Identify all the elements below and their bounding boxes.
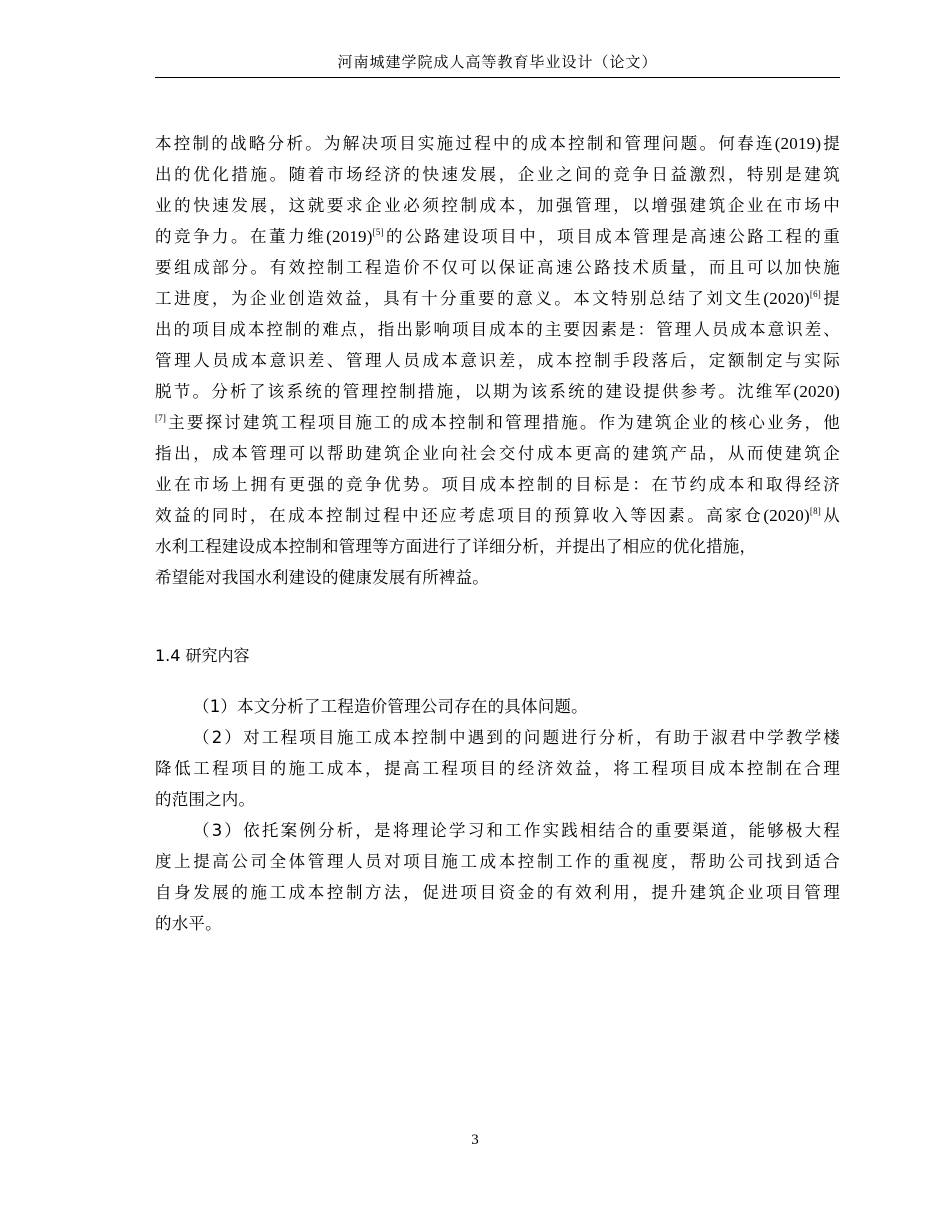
text-line: 本控制的战略分析。为解决项目实施过程中的成本控制和管理问题。何春连(2019)提 — [155, 134, 840, 153]
page-number: 3 — [471, 1132, 479, 1148]
citation-ref: [7] — [155, 413, 167, 423]
section-heading: 1.4 研究内容 — [155, 646, 250, 665]
text-line: 度上提高公司全体管理人员对项目施工成本控制工作的重视度，帮助公司找到适合 — [155, 852, 840, 871]
text-line: [7]主要探讨建筑工程项目施工的成本控制和管理措施。作为建筑企业的核心业务，他 — [155, 413, 840, 432]
text-line: 效益的同时，在成本控制过程中还应考虑项目的预算收入等因素。高家仓(2020)[8]从 — [155, 506, 840, 525]
page-header — [155, 50, 840, 78]
research-content-list — [155, 691, 840, 939]
body-paragraph — [155, 128, 840, 593]
text-line: 业的快速发展，这就要求企业必须控制成本，加强管理，以增强建筑企业在市场中 — [155, 196, 840, 215]
text-line: 的范围之内。 — [155, 790, 256, 809]
text-line: 的竞争力。在董力维(2019)[5]的公路建设项目中，项目成本管理是高速公路工程的重 — [155, 227, 840, 246]
header-title: 河南城建学院成人高等教育毕业设计（论文） — [337, 53, 658, 71]
text-line: 出的优化措施。随着市场经济的快速发展，企业之间的竞争日益激烈，特别是建筑 — [155, 165, 840, 184]
text-line: 出的项目成本控制的难点，指出影响项目成本的主要因素是：管理人员成本意识差、 — [155, 320, 840, 339]
text-line: 指出，成本管理可以帮助建筑企业向社会交付成本更高的建筑产品，从而使建筑企 — [155, 444, 840, 463]
text-line: 工进度，为企业创造效益，具有十分重要的意义。本文特别总结了刘文生(2020)[6]提 — [155, 289, 840, 308]
text-line: 业在市场上拥有更强的竞争优势。项目成本控制的目标是：在节约成本和取得经济 — [155, 475, 840, 494]
text-line: 自身发展的施工成本控制方法，促进项目资金的有效利用，提升建筑企业项目管理 — [155, 883, 840, 902]
text-line: 管理人员成本意识差、管理人员成本意识差，成本控制手段落后，定额制定与实际 — [155, 351, 840, 370]
text-line: 脱节。分析了该系统的管理控制措施，以期为该系统的建设提供参考。沈维军(2020) — [155, 382, 840, 401]
list-item: （1）本文分析了工程造价管理公司存在的具体问题。 — [193, 697, 588, 716]
text-line: 希望能对我国水利建设的健康发展有所裨益。 — [155, 568, 489, 587]
list-item: （2）对工程项目施工成本控制中遇到的问题进行分析，有助于淑君中学教学楼 — [193, 728, 840, 747]
citation-ref: [6] — [809, 289, 821, 299]
text-line: 的水平。 — [155, 914, 222, 933]
text-line: 降低工程项目的施工成本，提高工程项目的经济效益，将工程项目成本控制在合理 — [155, 759, 840, 778]
text-line: 要组成部分。有效控制工程造价不仅可以保证高速公路技术质量，而且可以加快施 — [155, 258, 840, 277]
list-item: （3）依托案例分析，是将理论学习和工作实践相结合的重要渠道，能够极大程 — [193, 821, 840, 840]
text-line: 水利工程建设成本控制和管理等方面进行了详细分析，并提出了相应的优化措施， — [155, 537, 757, 556]
citation-ref: [5] — [372, 227, 384, 237]
citation-ref: [8] — [809, 506, 821, 516]
